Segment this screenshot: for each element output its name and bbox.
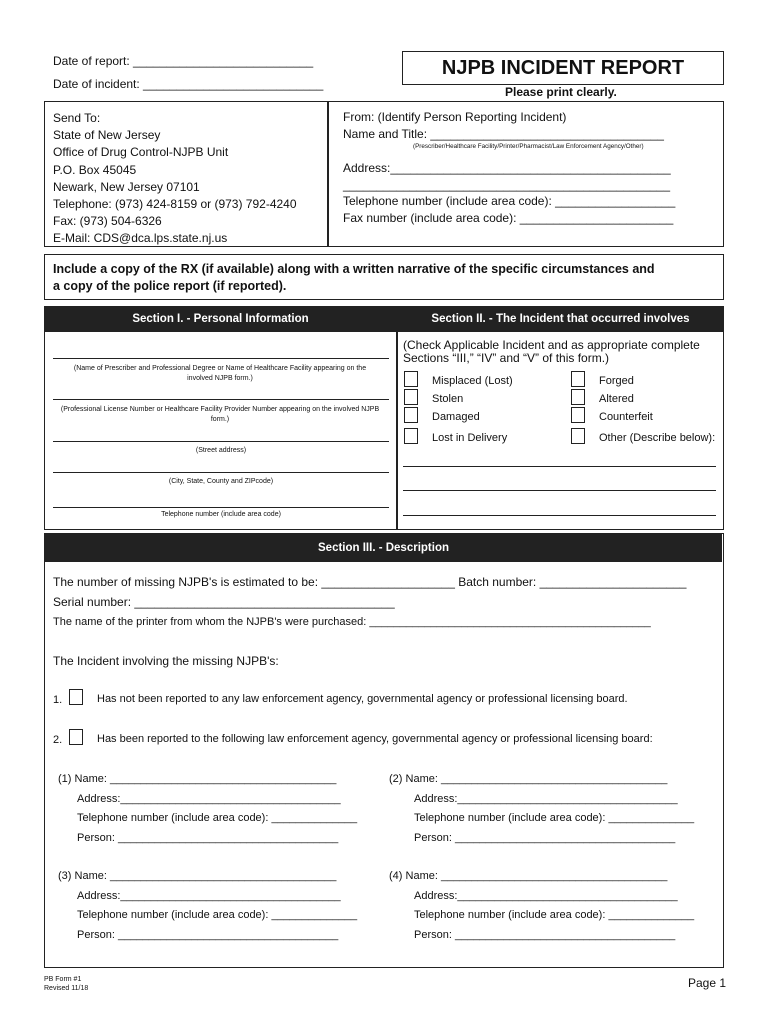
label-other: Other (Describe below): [599, 432, 716, 444]
item1-number: 1. [53, 694, 63, 706]
agency-address-field[interactable]: Address:____________________________________ [77, 889, 341, 902]
send-to-line: Newark, New Jersey 07101 [53, 179, 200, 194]
agency-number: (3) [58, 870, 72, 882]
section2-header: Section II. - The Incident that occurred involves [398, 307, 723, 332]
agency-name-field[interactable]: Name: _____________________________________ [405, 870, 668, 882]
from-name-caption: (Prescriber/Healthcare Facility/Printer/Pharmacist/Law Enforcement Agency/Other) [413, 143, 644, 150]
date-of-incident[interactable]: Date of incident: ___________________________ [53, 77, 324, 91]
telephone-field[interactable] [53, 507, 389, 508]
incident-intro: The Incident involving the missing NJPB's: [53, 654, 279, 668]
section3-header: Section III. - Description [45, 534, 722, 562]
license-number-field[interactable] [53, 399, 389, 400]
contact-divider [327, 102, 329, 246]
agency-person-field[interactable]: Person: ____________________________________ [414, 928, 676, 941]
missing-count-field[interactable]: The number of missing NJPB's is estimated to be: ____________________ Batch number: ______________________ [53, 575, 687, 589]
agency-phone-field[interactable]: Telephone number (include area code): ______________ [414, 812, 695, 824]
printer-name-field[interactable]: The name of the printer from whom the NJPB's were purchased: ______________________________________________ [53, 616, 651, 628]
page-title: NJPB INCIDENT REPORT [441, 57, 685, 79]
agency-name-field[interactable]: Name: _____________________________________ [74, 773, 337, 785]
checkbox-misplaced[interactable] [404, 371, 418, 387]
send-to-block [53, 110, 297, 248]
from-fax[interactable]: Fax number (include area code): _______________________ [343, 211, 674, 225]
label-altered: Altered [599, 393, 634, 405]
license-number-caption: (Professional License Number or Healthcare Facility Provider Number appearing on the involved NJPB form.) [60, 406, 380, 423]
sections-divider [396, 307, 398, 529]
send-to-line: State of New Jersey [53, 128, 161, 143]
agency-person-field[interactable]: Person: ____________________________________ [414, 831, 676, 844]
title-box [402, 51, 724, 85]
agency-phone-field[interactable]: Telephone number (include area code): ______________ [77, 812, 358, 824]
send-to-line: P.O. Box 45045 [53, 162, 137, 177]
agency-number: (2) [389, 773, 403, 785]
agency-name-field[interactable]: Name: _____________________________________ [74, 870, 337, 882]
form-number: PB Form #1 [44, 976, 82, 983]
other-description-line[interactable] [403, 515, 716, 516]
agency-address-field[interactable]: Address:____________________________________ [77, 792, 341, 805]
telephone-caption: Telephone number (include area code) [161, 511, 281, 518]
agency-block-3 [58, 867, 357, 945]
other-description-line[interactable] [403, 466, 716, 467]
send-to-email[interactable]: E-Mail: CDS@dca.lps.state.nj.us [53, 231, 228, 246]
item2-text: Has been reported to the following law enforcement agency, governmental agency or professional licensing board: [97, 733, 653, 745]
label-damaged: Damaged [432, 411, 480, 423]
label-stolen: Stolen [432, 393, 464, 405]
page-number: Page 1 [688, 976, 727, 990]
checkbox-stolen[interactable] [404, 389, 418, 405]
section1-header: Section I. - Personal Information [45, 307, 396, 332]
page-subtitle: Please print clearly. [505, 85, 617, 99]
agency-name-field[interactable]: Name: _____________________________________ [405, 773, 668, 785]
checkbox-not-reported[interactable] [69, 689, 83, 705]
from-address-line2[interactable]: _________________________________________________ [343, 178, 671, 192]
checkbox-other[interactable] [571, 428, 585, 444]
agency-number: (1) [58, 773, 72, 785]
agency-block-4 [389, 867, 694, 945]
notice-line: Include a copy of the RX (if available) along with a written narrative of the specific circumstances and [53, 262, 655, 276]
label-forged: Forged [599, 375, 634, 387]
serial-number-field[interactable]: Serial number: _______________________________________ [53, 595, 395, 609]
form-revised: Revised 11/18 [44, 985, 89, 992]
label-misplaced: Misplaced (Lost) [432, 375, 513, 387]
send-to-line: Office of Drug Control-NJPB Unit [53, 145, 229, 160]
from-name-title[interactable]: Name and Title: ___________________________________ [343, 127, 664, 141]
checkbox-counterfeit[interactable] [571, 407, 585, 423]
checkbox-altered[interactable] [571, 389, 585, 405]
prescriber-name-field[interactable] [53, 358, 389, 359]
from-address[interactable]: Address:__________________________________________ [343, 161, 671, 175]
checkbox-reported[interactable] [69, 729, 83, 745]
section2-instruction: (Check Applicable Incident and as appropriate complete [403, 338, 700, 352]
agency-block-2 [389, 770, 694, 848]
agency-address-field[interactable]: Address:____________________________________ [414, 792, 678, 805]
item2-number: 2. [53, 734, 63, 746]
other-description-line[interactable] [403, 490, 716, 491]
agency-phone-field[interactable]: Telephone number (include area code): ______________ [77, 909, 358, 921]
street-address-caption: (Street address) [195, 447, 247, 454]
agency-person-field[interactable]: Person: ____________________________________ [77, 831, 339, 844]
street-address-field[interactable] [53, 441, 389, 442]
checkbox-lost-in-delivery[interactable] [404, 428, 418, 444]
agency-phone-field[interactable]: Telephone number (include area code): ______________ [414, 909, 695, 921]
agency-address-field[interactable]: Address:____________________________________ [414, 889, 678, 902]
checkbox-damaged[interactable] [404, 407, 418, 423]
checkbox-forged[interactable] [571, 371, 585, 387]
date-of-report[interactable]: Date of report: ___________________________ [53, 54, 314, 68]
notice-line: a copy of the police report (if reported). [53, 279, 287, 293]
send-to-line: Fax: (973) 504-6326 [53, 214, 162, 229]
label-counterfeit: Counterfeit [599, 411, 653, 423]
send-to-line: Send To: [53, 111, 101, 125]
from-heading: From: (Identify Person Reporting Incident) [343, 110, 567, 124]
from-telephone[interactable]: Telephone number (include area code): __________________ [343, 194, 676, 208]
section2-instruction: Sections “III,” “IV” and “V” of this form.) [403, 351, 610, 365]
notice-text [53, 261, 655, 295]
form-info [44, 975, 88, 993]
label-lost-in-delivery: Lost in Delivery [432, 432, 508, 444]
item1-text: Has not been reported to any law enforcement agency, governmental agency or professional licensing board. [97, 693, 628, 705]
agency-number: (4) [389, 870, 403, 882]
city-state-field[interactable] [53, 472, 389, 473]
send-to-line: Telephone: (973) 424-8159 or (973) 792-4240 [53, 197, 297, 212]
city-state-caption: (City, State, County and ZIPcode) [168, 478, 274, 485]
agency-block-1 [58, 770, 357, 848]
agency-person-field[interactable]: Person: ____________________________________ [77, 928, 339, 941]
prescriber-name-caption: (Name of Prescriber and Professional Degree or Name of Healthcare Facility appearing on the involved NJPB form.) [73, 365, 367, 382]
